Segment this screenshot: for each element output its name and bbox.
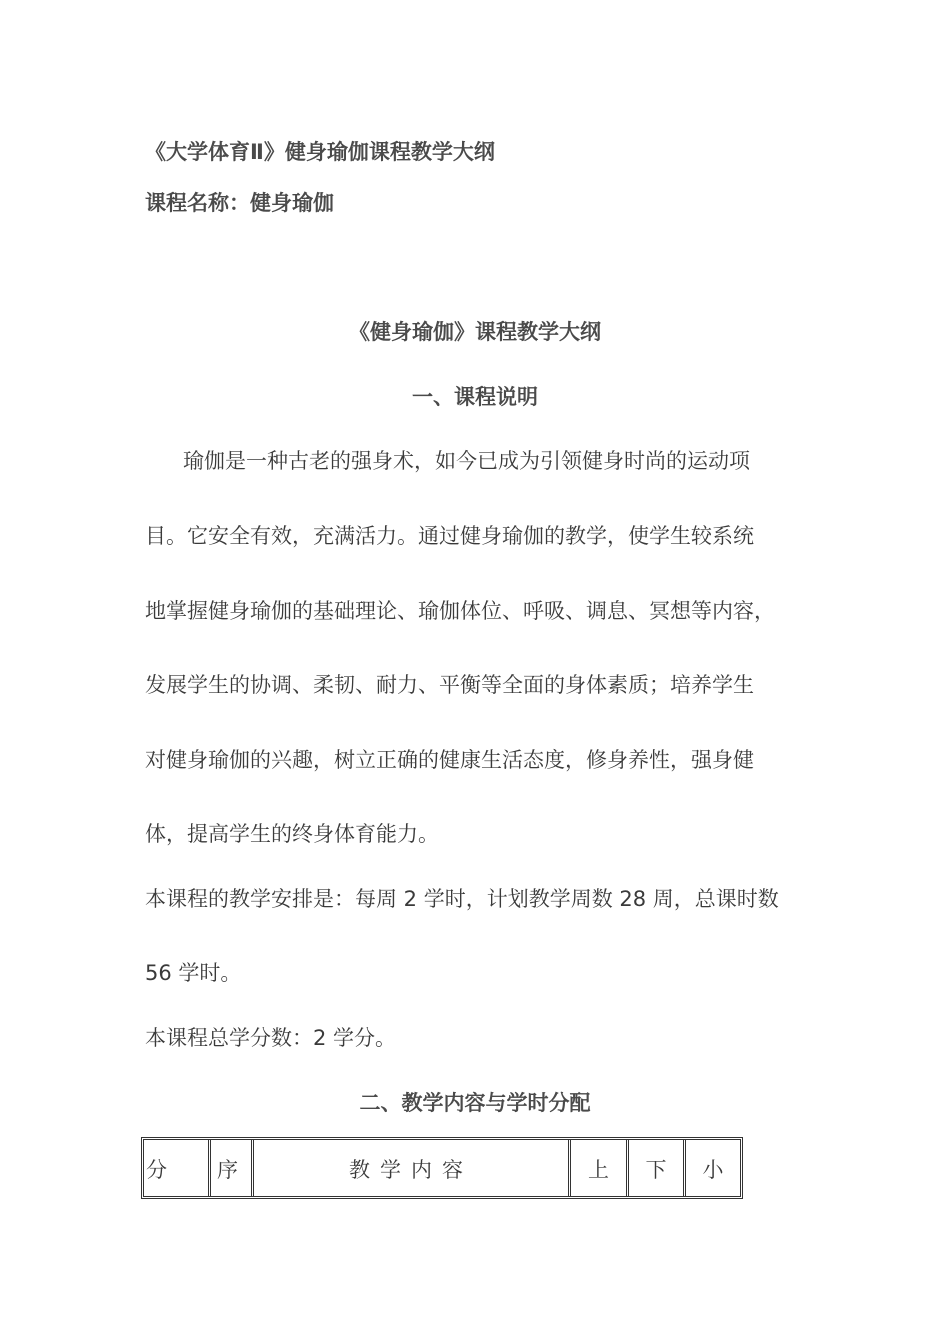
section-heading-course-description: 一、课程说明 bbox=[412, 385, 538, 409]
course-name-line: 课程名称：健身瑜伽 bbox=[145, 191, 334, 215]
schedule-line: 本课程的教学安排是：每周 2 学时，计划教学周数 28 周，总课时数 bbox=[145, 887, 779, 911]
document-title: 《大学体育Ⅱ》健身瑜伽课程教学大纲 bbox=[145, 140, 495, 164]
table-header-cell: 小 bbox=[683, 1140, 740, 1196]
table-header-cell: 序 bbox=[208, 1140, 251, 1196]
intro-line: 地掌握健身瑜伽的基础理论、瑜伽体位、呼吸、调息、冥想等内容， bbox=[145, 599, 775, 623]
table-header-cell: 上 bbox=[568, 1140, 626, 1196]
schedule-line: 56 学时。 bbox=[145, 961, 242, 985]
credits-line: 本课程总学分数：2 学分。 bbox=[145, 1026, 397, 1050]
teaching-content-table bbox=[141, 1137, 743, 1199]
intro-line: 瑜伽是一种古老的强身术，如今已成为引领健身时尚的运动项 bbox=[183, 449, 750, 473]
intro-line: 目。它安全有效，充满活力。通过健身瑜伽的教学，使学生较系统 bbox=[145, 524, 754, 548]
intro-line: 发展学生的协调、柔韧、耐力、平衡等全面的身体素质；培养学生 bbox=[145, 673, 754, 697]
syllabus-title: 《健身瑜伽》课程教学大纲 bbox=[349, 320, 601, 344]
table-header-cell: 下 bbox=[626, 1140, 683, 1196]
intro-line: 对健身瑜伽的兴趣，树立正确的健康生活态度，修身养性，强身健 bbox=[145, 748, 754, 772]
table-header-cell: 教学内容 bbox=[251, 1140, 568, 1196]
table-header-row bbox=[144, 1140, 740, 1196]
section-heading-teaching-content: 二、教学内容与学时分配 bbox=[359, 1091, 591, 1115]
intro-line: 体，提高学生的终身体育能力。 bbox=[145, 822, 439, 846]
table-header-cell: 分 bbox=[146, 1158, 167, 1182]
